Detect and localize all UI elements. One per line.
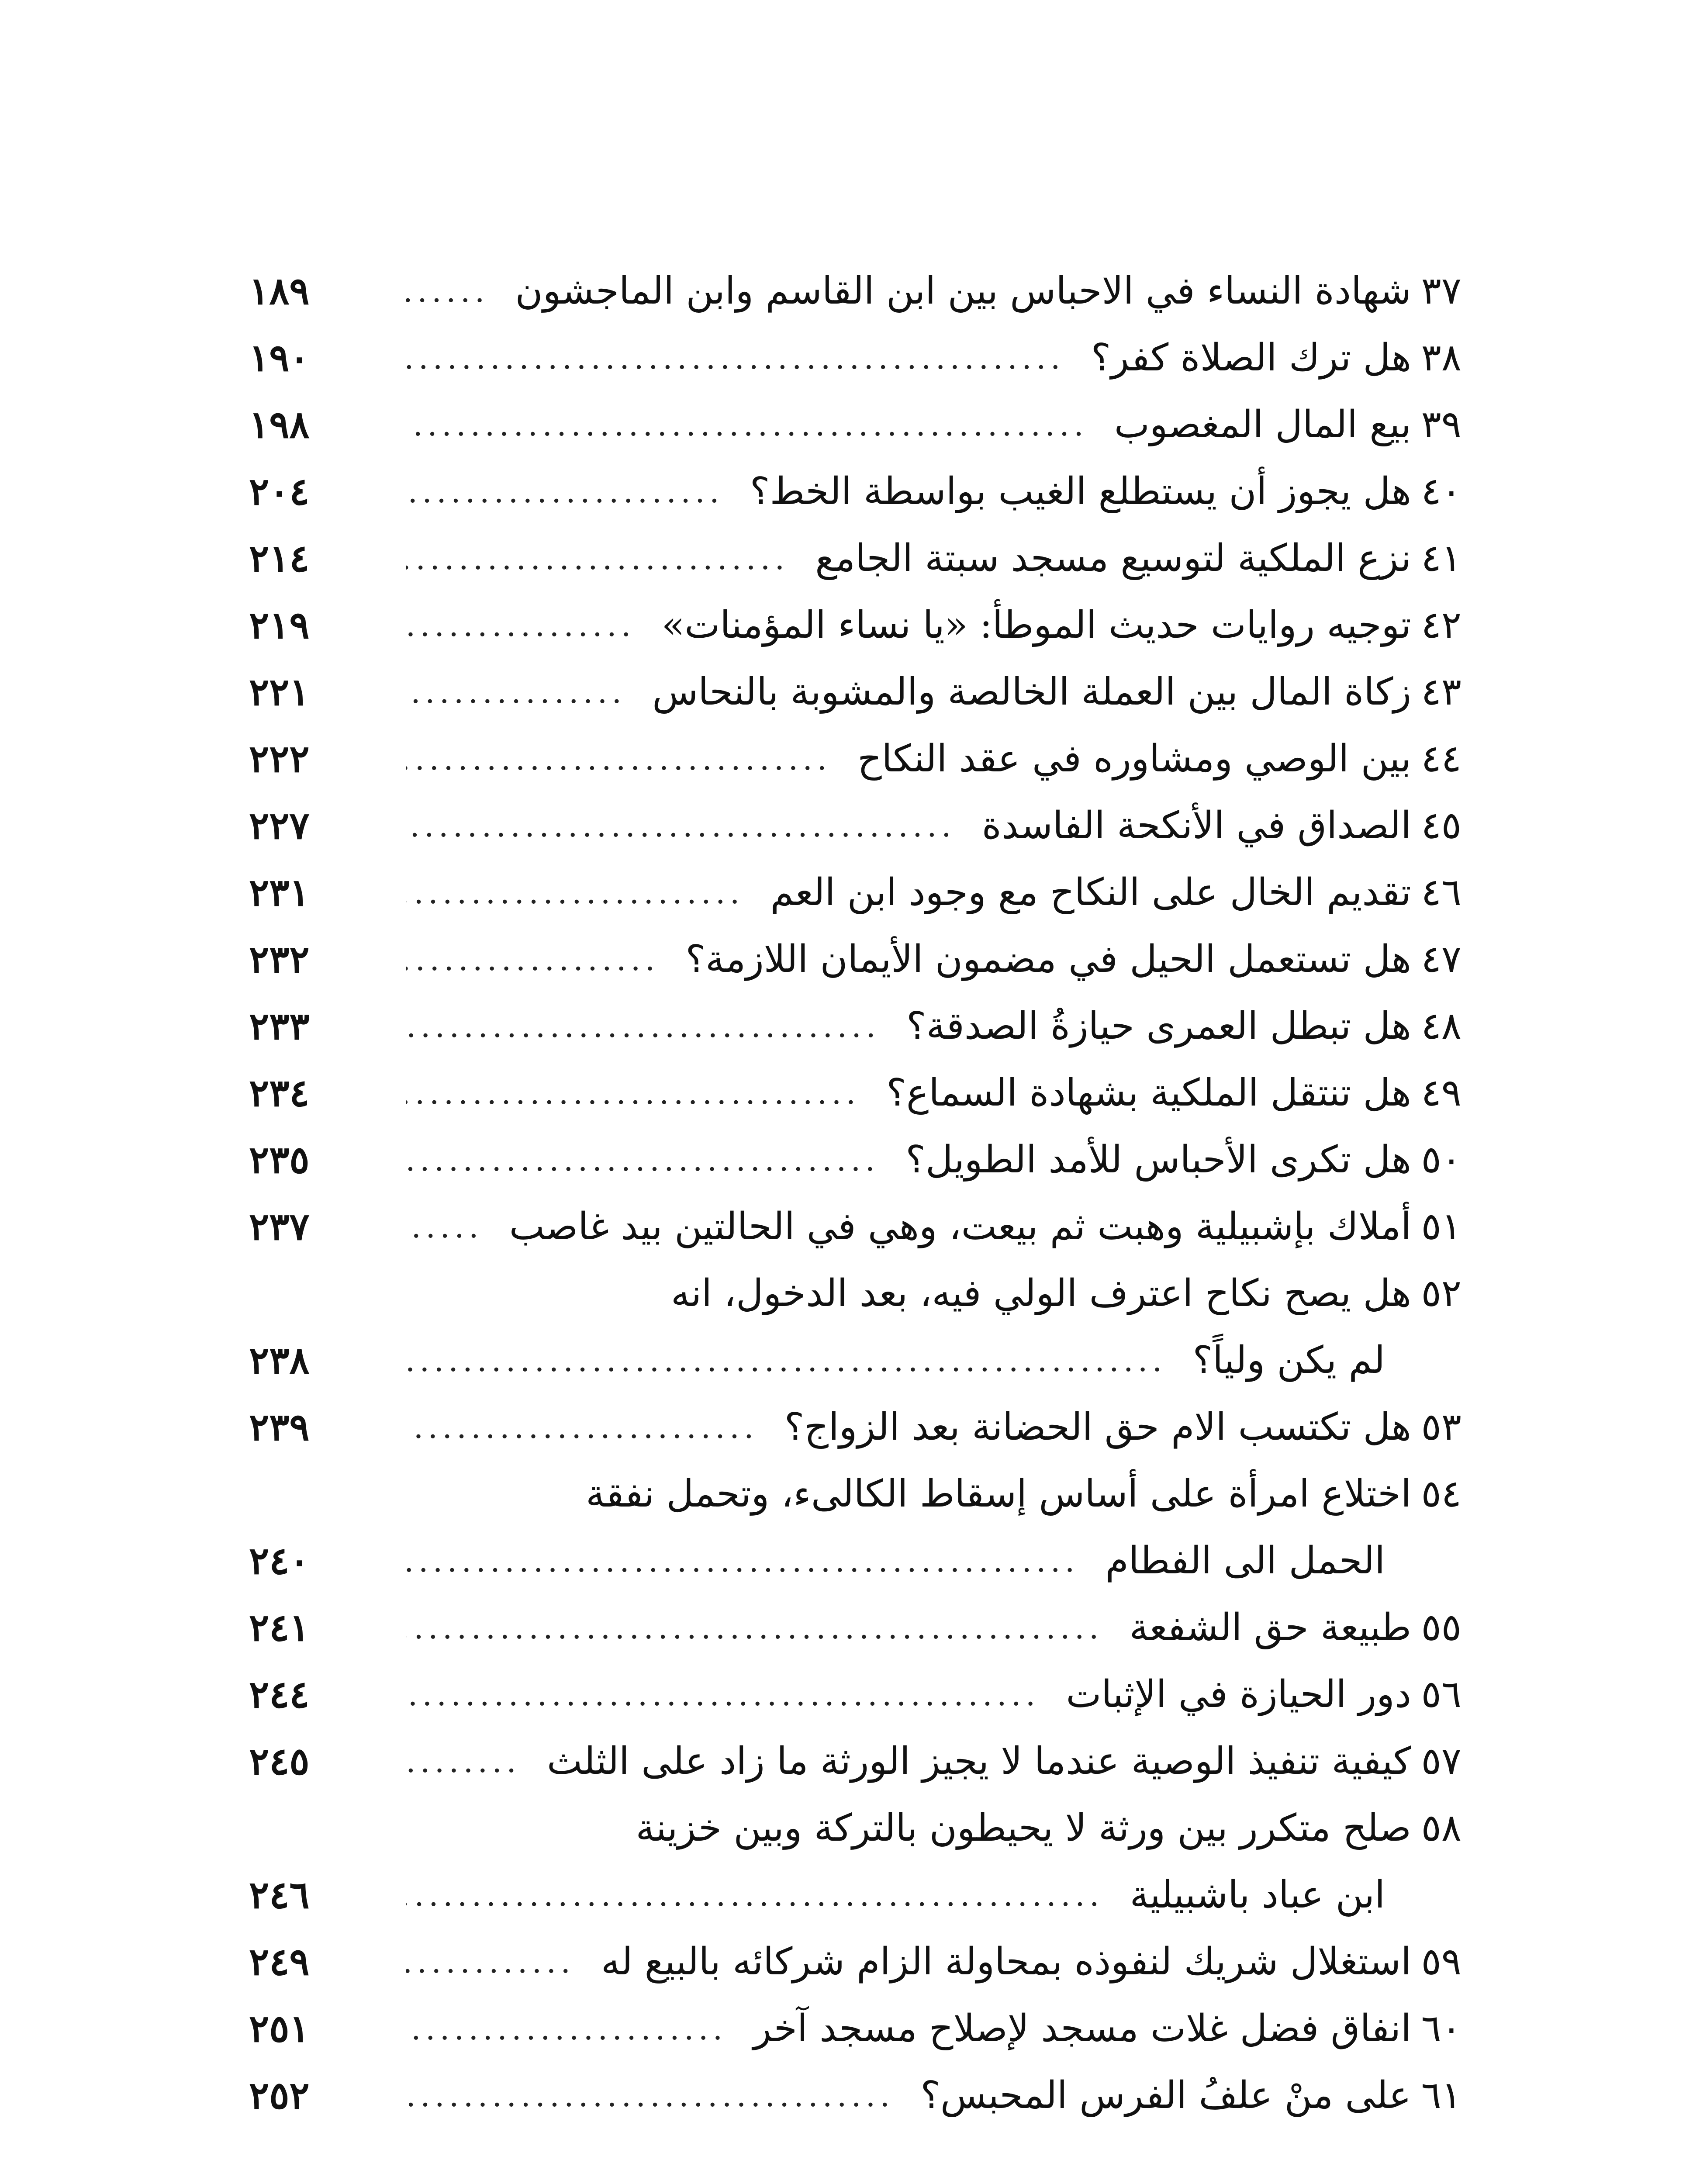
entry-title: أملاك بإشبيلية وهبت ثم بيعت، وهي في الحالتين بيد غاصب bbox=[509, 1205, 1411, 1248]
entry-page: ٢٣٨ bbox=[249, 1338, 310, 1382]
entry-title: هل تكرى الأحباس للأمد الطويل؟ bbox=[905, 1138, 1411, 1182]
entry-number: ٦١ bbox=[1421, 2073, 1462, 2117]
toc-entry-42 bbox=[249, 592, 1462, 659]
leader-dots bbox=[406, 325, 1065, 391]
entry-page: ٢٢١ bbox=[249, 670, 310, 714]
leader-dots bbox=[406, 2062, 894, 2129]
toc-entry-47 bbox=[249, 926, 1462, 993]
leader-dots bbox=[406, 792, 956, 859]
entry-page: ٢٣١ bbox=[249, 871, 310, 915]
entry-title: هل تنتقل الملكية بشهادة السماع؟ bbox=[886, 1071, 1411, 1115]
entry-number: ٥٩ bbox=[1421, 1940, 1462, 1984]
entry-title: هل يصح نكاح اعترف الولي فيه، بعد الدخول، انه bbox=[670, 1272, 1411, 1315]
entry-number: ٤٥ bbox=[1421, 804, 1462, 847]
entry-page: ٢٢٧ bbox=[249, 804, 310, 848]
toc-entry-46 bbox=[249, 859, 1462, 926]
leader-dots bbox=[406, 1594, 1103, 1661]
leader-dots bbox=[406, 859, 744, 926]
toc-entry-54-continued bbox=[249, 1527, 1462, 1594]
entry-title: نزع الملكية لتوسيع مسجد سبتة الجامع bbox=[815, 536, 1411, 580]
entry-title: الحمل الى الفطام bbox=[1105, 1539, 1385, 1583]
leader-dots bbox=[406, 592, 636, 659]
toc-entry-45 bbox=[249, 792, 1462, 859]
leader-dots bbox=[406, 659, 626, 726]
leader-dots bbox=[406, 1127, 879, 1193]
toc-entry-56 bbox=[249, 1661, 1462, 1728]
leader-dots bbox=[406, 525, 789, 592]
entry-title: كيفية تنفيذ الوصية عندما لا يجيز الورثة ما زاد على الثلث bbox=[546, 1739, 1411, 1783]
entry-number: ٥٦ bbox=[1421, 1673, 1462, 1716]
entry-title: بين الوصي ومشاوره في عقد النكاح bbox=[857, 737, 1411, 781]
entry-number: ٥٢ bbox=[1421, 1272, 1462, 1315]
entry-title: اختلاع امرأة على أساس إسقاط الكالىء، وتحمل نفقة bbox=[586, 1472, 1411, 1516]
toc-entry-55 bbox=[249, 1594, 1462, 1661]
entry-page: ٢٣٣ bbox=[249, 1004, 310, 1048]
entry-number: ٥٧ bbox=[1421, 1739, 1462, 1783]
entry-number: ٤٣ bbox=[1421, 670, 1462, 714]
entry-title: تقديم الخال على النكاح مع وجود ابن العم bbox=[770, 871, 1411, 914]
entry-number: ٣٨ bbox=[1421, 336, 1462, 380]
leader-dots bbox=[406, 1060, 860, 1127]
entry-title: ابن عباد باشبيلية bbox=[1130, 1873, 1385, 1917]
entry-title: شهادة النساء في الاحباس بين ابن القاسم وابن الماجشون bbox=[515, 269, 1411, 313]
table-of-contents bbox=[249, 258, 1462, 2129]
toc-entry-52-continued bbox=[249, 1327, 1462, 1394]
entry-title: على منْ علفُ الفرس المحبس؟ bbox=[920, 2073, 1411, 2117]
entry-page: ٢٤١ bbox=[249, 1606, 310, 1650]
entry-page: ٢٤٠ bbox=[249, 1539, 310, 1583]
entry-page: ٢٣٢ bbox=[249, 937, 310, 981]
leader-dots bbox=[406, 258, 489, 325]
leader-dots bbox=[406, 1728, 521, 1795]
entry-number: ٥١ bbox=[1421, 1205, 1462, 1248]
toc-entry-53 bbox=[249, 1394, 1462, 1461]
toc-entry-39 bbox=[249, 391, 1462, 458]
leader-dots bbox=[406, 1995, 727, 2062]
entry-number: ٤١ bbox=[1421, 536, 1462, 580]
toc-entry-48 bbox=[249, 993, 1462, 1060]
entry-number: ٣٩ bbox=[1421, 403, 1462, 446]
leader-dots bbox=[406, 458, 724, 525]
entry-page: ٢٣٥ bbox=[249, 1138, 310, 1182]
leader-dots bbox=[406, 1928, 575, 1995]
entry-page: ٢٣٧ bbox=[249, 1205, 310, 1249]
toc-entry-37 bbox=[249, 258, 1462, 325]
entry-title: بيع المال المغصوب bbox=[1114, 403, 1411, 446]
entry-number: ٤٦ bbox=[1421, 871, 1462, 914]
entry-page: ١٩٨ bbox=[249, 403, 310, 447]
entry-number: ٥٨ bbox=[1421, 1806, 1462, 1850]
toc-entry-54 bbox=[249, 1461, 1462, 1527]
entry-page: ٢٣٩ bbox=[249, 1405, 310, 1449]
entry-page: ٢٥١ bbox=[249, 2007, 310, 2051]
entry-number: ٣٧ bbox=[1421, 269, 1462, 313]
leader-dots bbox=[406, 391, 1088, 458]
entry-page: ٢٤٦ bbox=[249, 1873, 310, 1917]
entry-title: الصداق في الأنكحة الفاسدة bbox=[981, 804, 1411, 847]
leader-dots bbox=[406, 926, 659, 993]
leader-dots bbox=[406, 993, 880, 1060]
entry-page: ٢٠٤ bbox=[249, 470, 310, 514]
leader-dots bbox=[406, 726, 831, 792]
entry-title: استغلال شريك لنفوذه بمحاولة الزام شركائه بالبيع له bbox=[601, 1940, 1411, 1984]
entry-page: ٢٤٤ bbox=[249, 1673, 310, 1717]
entry-page: ٢٢٢ bbox=[249, 737, 310, 781]
entry-page: ١٩٠ bbox=[249, 336, 310, 380]
entry-page: ٢٤٥ bbox=[249, 1739, 310, 1783]
entry-number: ٥٥ bbox=[1421, 1606, 1462, 1649]
toc-entry-57 bbox=[249, 1728, 1462, 1795]
entry-title: هل ترك الصلاة كفر؟ bbox=[1091, 336, 1411, 380]
entry-title: صلح متكرر بين ورثة لا يحيطون بالتركة وبين خزينة bbox=[636, 1806, 1411, 1850]
entry-number: ٥٠ bbox=[1421, 1138, 1462, 1182]
entry-title: انفاق فضل غلات مسجد لإصلاح مسجد آخر bbox=[753, 2007, 1411, 2050]
leader-dots bbox=[406, 1394, 758, 1461]
entry-page: ١٨٩ bbox=[249, 269, 310, 313]
entry-page: ٢١٤ bbox=[249, 536, 310, 581]
toc-entry-41 bbox=[249, 525, 1462, 592]
entry-title: لم يكن ولياً؟ bbox=[1192, 1338, 1385, 1382]
toc-entry-49 bbox=[249, 1060, 1462, 1127]
toc-entry-44 bbox=[249, 726, 1462, 792]
entry-title: هل تستعمل الحيل في مضمون الأيمان اللازمة؟ bbox=[685, 937, 1411, 981]
toc-entry-58-continued bbox=[249, 1862, 1462, 1928]
entry-number: ٤٧ bbox=[1421, 937, 1462, 981]
entry-page: ٢٤٩ bbox=[249, 1940, 310, 1984]
toc-entry-60 bbox=[249, 1995, 1462, 2062]
entry-page: ٢٣٤ bbox=[249, 1071, 310, 1115]
entry-number: ٤٠ bbox=[1421, 470, 1462, 513]
entry-title: دور الحيازة في الإثبات bbox=[1066, 1673, 1411, 1716]
entry-page: ٢٥٢ bbox=[249, 2073, 310, 2118]
toc-entry-51 bbox=[249, 1193, 1462, 1260]
entry-number: ٥٣ bbox=[1421, 1405, 1462, 1449]
leader-dots bbox=[406, 1193, 483, 1260]
entry-title: هل تكتسب الام حق الحضانة بعد الزواج؟ bbox=[784, 1405, 1411, 1449]
entry-title: توجيه روايات حديث الموطأ: «يا نساء المؤمنات» bbox=[661, 603, 1411, 647]
entry-number: ٤٩ bbox=[1421, 1071, 1462, 1115]
toc-entry-61 bbox=[249, 2062, 1462, 2129]
entry-title: هل يجوز أن يستطلع الغيب بواسطة الخط؟ bbox=[750, 470, 1411, 513]
leader-dots bbox=[406, 1661, 1040, 1728]
toc-entry-50 bbox=[249, 1127, 1462, 1193]
entry-title: طبيعة حق الشفعة bbox=[1129, 1606, 1411, 1649]
toc-entry-38 bbox=[249, 325, 1462, 391]
entry-title: زكاة المال بين العملة الخالصة والمشوبة بالنحاس bbox=[652, 670, 1411, 714]
entry-number: ٥٤ bbox=[1421, 1472, 1462, 1516]
toc-entry-59 bbox=[249, 1928, 1462, 1995]
entry-number: ٦٠ bbox=[1421, 2007, 1462, 2050]
entry-number: ٤٤ bbox=[1421, 737, 1462, 781]
toc-entry-43 bbox=[249, 659, 1462, 726]
toc-entry-40 bbox=[249, 458, 1462, 525]
entry-page: ٢١٩ bbox=[249, 603, 310, 647]
entry-number: ٤٢ bbox=[1421, 603, 1462, 647]
leader-dots bbox=[406, 1527, 1079, 1594]
toc-entry-52 bbox=[249, 1260, 1462, 1327]
entry-number: ٤٨ bbox=[1421, 1004, 1462, 1048]
entry-title: هل تبطل العمرى حيازةُ الصدقة؟ bbox=[906, 1004, 1411, 1048]
toc-entry-58 bbox=[249, 1795, 1462, 1862]
leader-dots bbox=[406, 1862, 1104, 1928]
leader-dots bbox=[406, 1327, 1166, 1394]
